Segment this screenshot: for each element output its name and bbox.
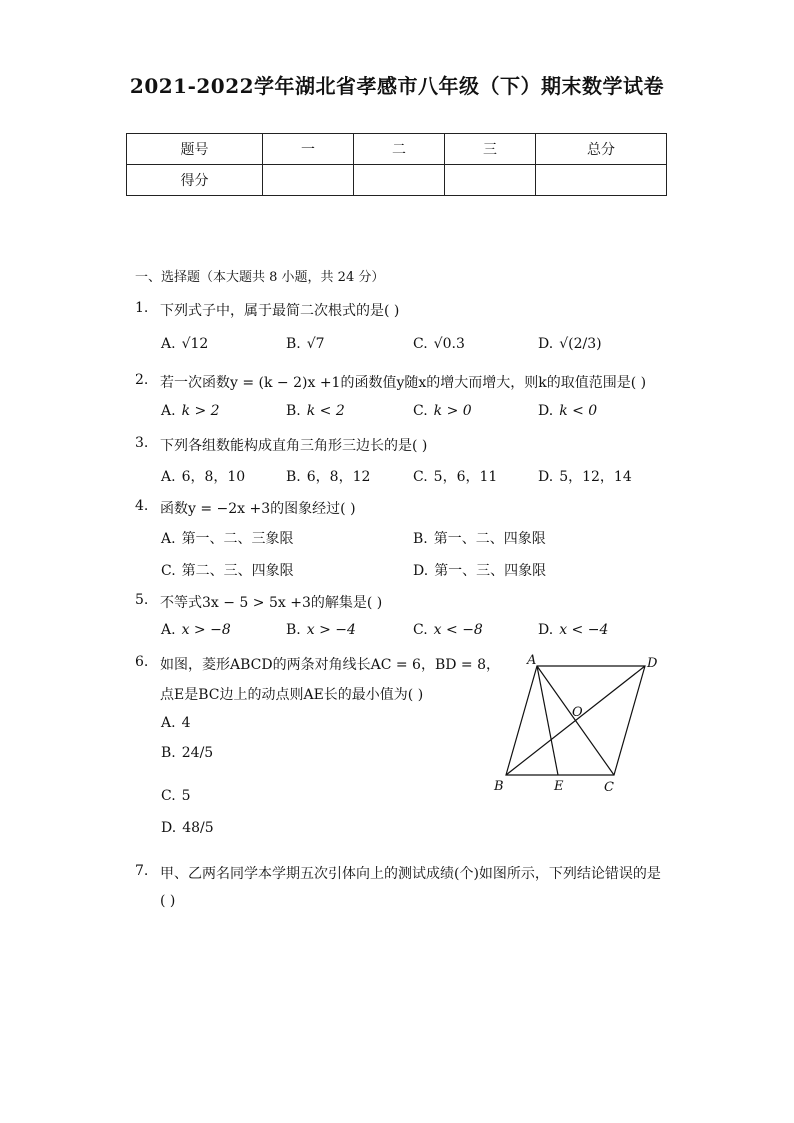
option-text: √7 — [306, 336, 325, 352]
option-text: 第一、三、四象限 — [434, 563, 547, 579]
option-c — [161, 560, 294, 580]
option-c — [413, 336, 465, 352]
option-text: 48/5 — [182, 820, 214, 836]
option-b — [286, 622, 356, 638]
question-text: 下列式子中，属于最简二次根式的是( ) — [160, 303, 400, 319]
option-text: 4 — [181, 715, 191, 731]
option-label: B. — [161, 745, 176, 761]
option-a — [161, 466, 245, 486]
option-label: C. — [413, 622, 428, 638]
option-label: A. — [161, 622, 176, 638]
option-a — [161, 715, 190, 731]
question-text: 如图，菱形ABCD的两条对角线长AC = 6，BD = 8， — [160, 657, 501, 673]
option-d — [538, 466, 632, 486]
option-label: C. — [161, 788, 176, 804]
table-cell — [263, 165, 354, 196]
table-cell: 题号 — [127, 134, 263, 165]
label-a: A — [527, 653, 537, 668]
question-number: 7. — [135, 863, 149, 879]
rhombus-figure — [490, 650, 670, 800]
option-label: A. — [161, 403, 176, 419]
table-cell: 总分 — [536, 134, 667, 165]
option-b — [413, 528, 546, 548]
option-label: C. — [413, 469, 428, 485]
question-number: 6. — [135, 654, 149, 670]
option-label: A. — [161, 336, 176, 352]
label-d: D — [647, 656, 658, 671]
table-cell — [445, 165, 536, 196]
option-c — [413, 622, 483, 638]
option-c — [413, 403, 472, 419]
option-text: k < 2 — [306, 403, 345, 419]
option-label: C. — [161, 563, 176, 579]
option-label: B. — [413, 531, 428, 547]
option-d — [538, 622, 608, 638]
question-text: 函数y = −2x +3的图象经过( ) — [160, 501, 356, 517]
label-e: E — [554, 779, 564, 794]
option-label: A. — [161, 531, 176, 547]
score-table — [126, 133, 667, 196]
option-text: 5，6，11 — [433, 469, 498, 485]
option-label: A. — [161, 715, 176, 731]
option-label: A. — [161, 469, 176, 485]
table-cell: 二 — [354, 134, 445, 165]
option-label: D. — [538, 469, 554, 485]
option-text: x < −4 — [559, 622, 609, 638]
option-a — [161, 336, 208, 352]
table-cell: 三 — [445, 134, 536, 165]
question-number: 1. — [135, 300, 149, 316]
label-b: B — [494, 779, 504, 794]
option-text: √12 — [181, 336, 209, 352]
option-a — [161, 622, 231, 638]
question-text: 甲、乙两名同学本学期五次引体向上的测试成绩(个)如图所示，下列结论错误的是 — [160, 866, 661, 882]
option-text: 24/5 — [181, 745, 214, 761]
option-text: 第一、二、四象限 — [433, 531, 546, 547]
option-text: k > 2 — [181, 403, 220, 419]
section-heading: 一、选择题（本大题共 8 小题，共 24 分） — [135, 270, 385, 285]
option-d — [538, 403, 597, 419]
option-label: B. — [286, 336, 301, 352]
option-text: √(2/3) — [559, 336, 602, 352]
option-label: C. — [413, 336, 428, 352]
option-d — [538, 336, 602, 352]
label-o: O — [572, 705, 583, 720]
option-d — [161, 820, 214, 836]
question-text: 若一次函数y = (k − 2)x +1的函数值y随x的增大而增大，则k的取值范围是( ) — [160, 375, 647, 391]
option-label: D. — [413, 563, 429, 579]
option-text: 6，8，10 — [181, 469, 246, 485]
option-d — [413, 560, 546, 580]
option-b — [286, 336, 325, 352]
option-text: x < −8 — [433, 622, 483, 638]
label-c: C — [604, 780, 614, 795]
option-label: B. — [286, 469, 301, 485]
option-label: D. — [538, 403, 554, 419]
question-text: 下列各组数能构成直角三角形三边长的是( ) — [160, 438, 428, 454]
option-label: D. — [161, 820, 177, 836]
option-text: k > 0 — [433, 403, 472, 419]
option-b — [161, 745, 213, 761]
option-b — [286, 403, 345, 419]
option-c — [161, 788, 191, 804]
option-text: 6，8，12 — [306, 469, 371, 485]
option-text: 5，12，14 — [559, 469, 632, 485]
option-a — [161, 403, 220, 419]
option-label: D. — [538, 336, 554, 352]
segment-ae — [537, 666, 558, 775]
table-cell — [536, 165, 667, 196]
option-text: √0.3 — [433, 336, 465, 352]
table-cell: 一 — [263, 134, 354, 165]
option-c — [413, 466, 497, 486]
option-text: 第一、二、三象限 — [181, 531, 294, 547]
option-label: D. — [538, 622, 554, 638]
question-text: 不等式3x − 5 > 5x +3的解集是( ) — [160, 595, 383, 611]
option-label: B. — [286, 403, 301, 419]
table-cell: 得分 — [127, 165, 263, 196]
question-number: 4. — [135, 498, 149, 514]
option-a — [161, 528, 294, 548]
question-text: ( ) — [160, 893, 176, 909]
option-b — [286, 466, 370, 486]
option-text: k < 0 — [559, 403, 598, 419]
option-label: C. — [413, 403, 428, 419]
question-text: 点E是BC边上的动点则AE长的最小值为( ) — [160, 687, 424, 703]
option-text: 5 — [181, 788, 191, 804]
option-text: x > −8 — [181, 622, 231, 638]
option-text: x > −4 — [306, 622, 356, 638]
question-number: 5. — [135, 592, 149, 608]
question-number: 3. — [135, 435, 149, 451]
score-table-score-row — [127, 165, 667, 196]
option-text: 第二、三、四象限 — [181, 563, 294, 579]
score-table-header-row — [127, 134, 667, 165]
question-number: 2. — [135, 372, 149, 388]
page-title: 2021-2022学年湖北省孝感市八年级（下）期末数学试卷 — [129, 74, 665, 98]
table-cell — [354, 165, 445, 196]
diagonal-bd — [506, 666, 645, 775]
option-label: B. — [286, 622, 301, 638]
